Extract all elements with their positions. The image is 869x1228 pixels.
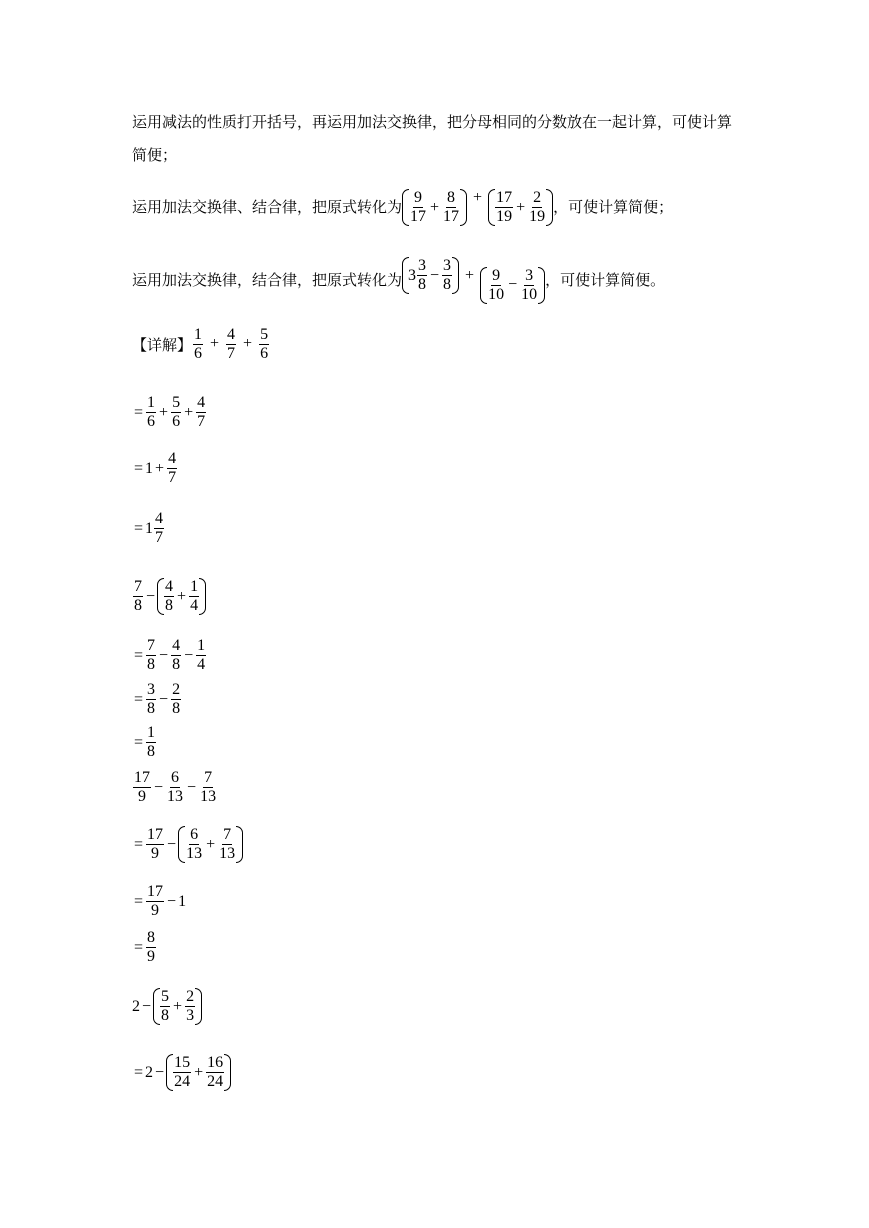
paren-group: $\frac{9}{10}$ − $\frac{3}{10}$ — [480, 267, 545, 304]
formula: $\frac{9}{17}$ + $\frac{8}{17}$ + $\frac{17}{19}$ + $\frac{2}{19}$ — [402, 188, 553, 226]
fraction: $\frac{17}{9}$ — [147, 826, 164, 862]
detail-line — [132, 326, 270, 363]
step-line: = $\frac{1}{8}$ — [134, 724, 156, 760]
explanation-text: 运用加法交换律，结合律，把原式转化为 — [132, 271, 403, 290]
step-line: = $\frac{3}{8}$ − $\frac{2}{8}$ — [134, 681, 181, 717]
fraction: $\frac{5}{6}$ — [172, 394, 181, 430]
fraction: $\frac{7}{8}$ — [134, 578, 142, 614]
formula: 3 $\frac{3}{8}$ − $\frac{3}{8}$ + $\frac{9}{10}$ − $\frac{3}{10}$ — [402, 257, 545, 304]
fraction: $\frac{4}{7}$ — [155, 510, 164, 546]
paren-group: $\frac{5}{8}$ + $\frac{2}{3}$ — [153, 988, 202, 1025]
explanation-line-2 — [132, 145, 177, 165]
fraction: $\frac{8}{17}$ — [443, 189, 460, 225]
paren-group: 3 $\frac{3}{8}$ − $\frac{3}{8}$ — [402, 257, 459, 294]
explanation-text: ，可使计算简便； — [553, 198, 674, 216]
fraction: $\frac{17}{9}$ — [134, 769, 150, 805]
problem-line: 2 − $\frac{5}{8}$ + $\frac{2}{3}$ — [132, 988, 202, 1025]
explanation-line-3 — [132, 188, 673, 226]
fraction: $\frac{5}{6}$ — [260, 326, 269, 362]
fraction: $\frac{6}{13}$ — [186, 826, 203, 862]
fraction: $\frac{17}{19}$ — [496, 189, 513, 225]
fraction: $\frac{9}{17}$ — [410, 189, 427, 225]
paren-group: $\frac{17}{19}$ + $\frac{2}{19}$ — [488, 189, 553, 226]
paren-group: $\frac{15}{24}$ + $\frac{16}{24}$ — [166, 1054, 231, 1091]
fraction: $\frac{7}{8}$ — [147, 637, 156, 673]
fraction: $\frac{2}{8}$ — [172, 681, 181, 717]
fraction: $\frac{6}{13}$ — [167, 769, 184, 805]
step-line: = $\frac{7}{8}$ − $\frac{4}{8}$ − $\frac{1}{4}$ — [134, 637, 206, 673]
fraction: $\frac{4}{7}$ — [168, 450, 177, 486]
paren-group: $\frac{6}{13}$ + $\frac{7}{13}$ — [178, 826, 243, 863]
fraction: $\frac{8}{9}$ — [147, 929, 156, 965]
fraction: $\frac{17}{9}$ — [147, 883, 164, 919]
step-line: = 2 − $\frac{15}{24}$ + $\frac{16}{24}$ — [132, 1054, 231, 1091]
fraction: $\frac{4}{8}$ — [172, 637, 181, 673]
step-line: = 1 + $\frac{4}{7}$ — [134, 450, 177, 486]
explanation-text: ，可使计算简便。 — [545, 271, 666, 290]
explanation-text: 运用减法的性质打开括号，再运用加法交换律，把分母相同的分数放在一起计算，可使计算 — [132, 113, 733, 131]
step-line: = $\frac{17}{9}$ − 1 — [134, 883, 187, 919]
explanation-text: 简便； — [132, 146, 178, 164]
paren-group: $\frac{4}{8}$ + $\frac{1}{4}$ — [157, 578, 206, 615]
problem-line: $\frac{7}{8}$ − $\frac{4}{8}$ + $\frac{1}{4}$ — [132, 578, 206, 615]
explanation-line-1 — [132, 112, 732, 132]
explanation-line-4 — [132, 257, 665, 304]
fraction: $\frac{4}{7}$ — [197, 394, 206, 430]
fraction: $\frac{3}{10}$ — [521, 266, 538, 303]
fraction: $\frac{4}{7}$ — [227, 326, 236, 362]
paren-group: $\frac{9}{17}$ + $\frac{8}{17}$ — [402, 189, 467, 226]
fraction: $\frac{9}{10}$ — [488, 266, 505, 303]
step-line: = $\frac{8}{9}$ — [134, 929, 156, 965]
fraction: $\frac{15}{24}$ — [174, 1054, 191, 1090]
step-line: = $\frac{1}{6}$ + $\frac{5}{6}$ + $\frac{4}{7}$ — [134, 394, 206, 430]
fraction: $\frac{16}{24}$ — [207, 1054, 224, 1090]
fraction: $\frac{2}{3}$ — [186, 988, 195, 1024]
fraction: $\frac{5}{8}$ — [161, 988, 170, 1024]
fraction: $\frac{2}{19}$ — [529, 189, 546, 225]
fraction: $\frac{1}{6}$ — [194, 326, 203, 362]
detail-label: 【详解】 — [132, 335, 193, 354]
fraction: $\frac{3}{8}$ — [443, 257, 452, 293]
fraction: $\frac{3}{8}$ — [418, 257, 427, 293]
fraction: $\frac{1}{8}$ — [147, 724, 156, 760]
formula: $\frac{1}{6}$ + $\frac{4}{7}$ + $\frac{5}{6}$ — [194, 326, 269, 362]
fraction: $\frac{1}{6}$ — [147, 394, 156, 430]
fraction: $\frac{1}{4}$ — [197, 637, 206, 673]
step-line: = 1 $\frac{4}{7}$ — [134, 510, 164, 546]
fraction: $\frac{4}{8}$ — [165, 578, 174, 614]
step-line: = $\frac{17}{9}$ − $\frac{6}{13}$ + $\frac{7}{13}$ — [132, 826, 243, 863]
fraction: $\frac{7}{13}$ — [219, 826, 236, 862]
fraction: $\frac{3}{8}$ — [147, 681, 156, 717]
problem-line: $\frac{17}{9}$ − $\frac{6}{13}$ − $\frac{7}{13}$ — [134, 769, 217, 805]
fraction: $\frac{1}{4}$ — [190, 578, 199, 614]
explanation-text: 运用加法交换律、结合律，把原式转化为 — [132, 198, 403, 216]
fraction: $\frac{7}{13}$ — [200, 769, 217, 805]
